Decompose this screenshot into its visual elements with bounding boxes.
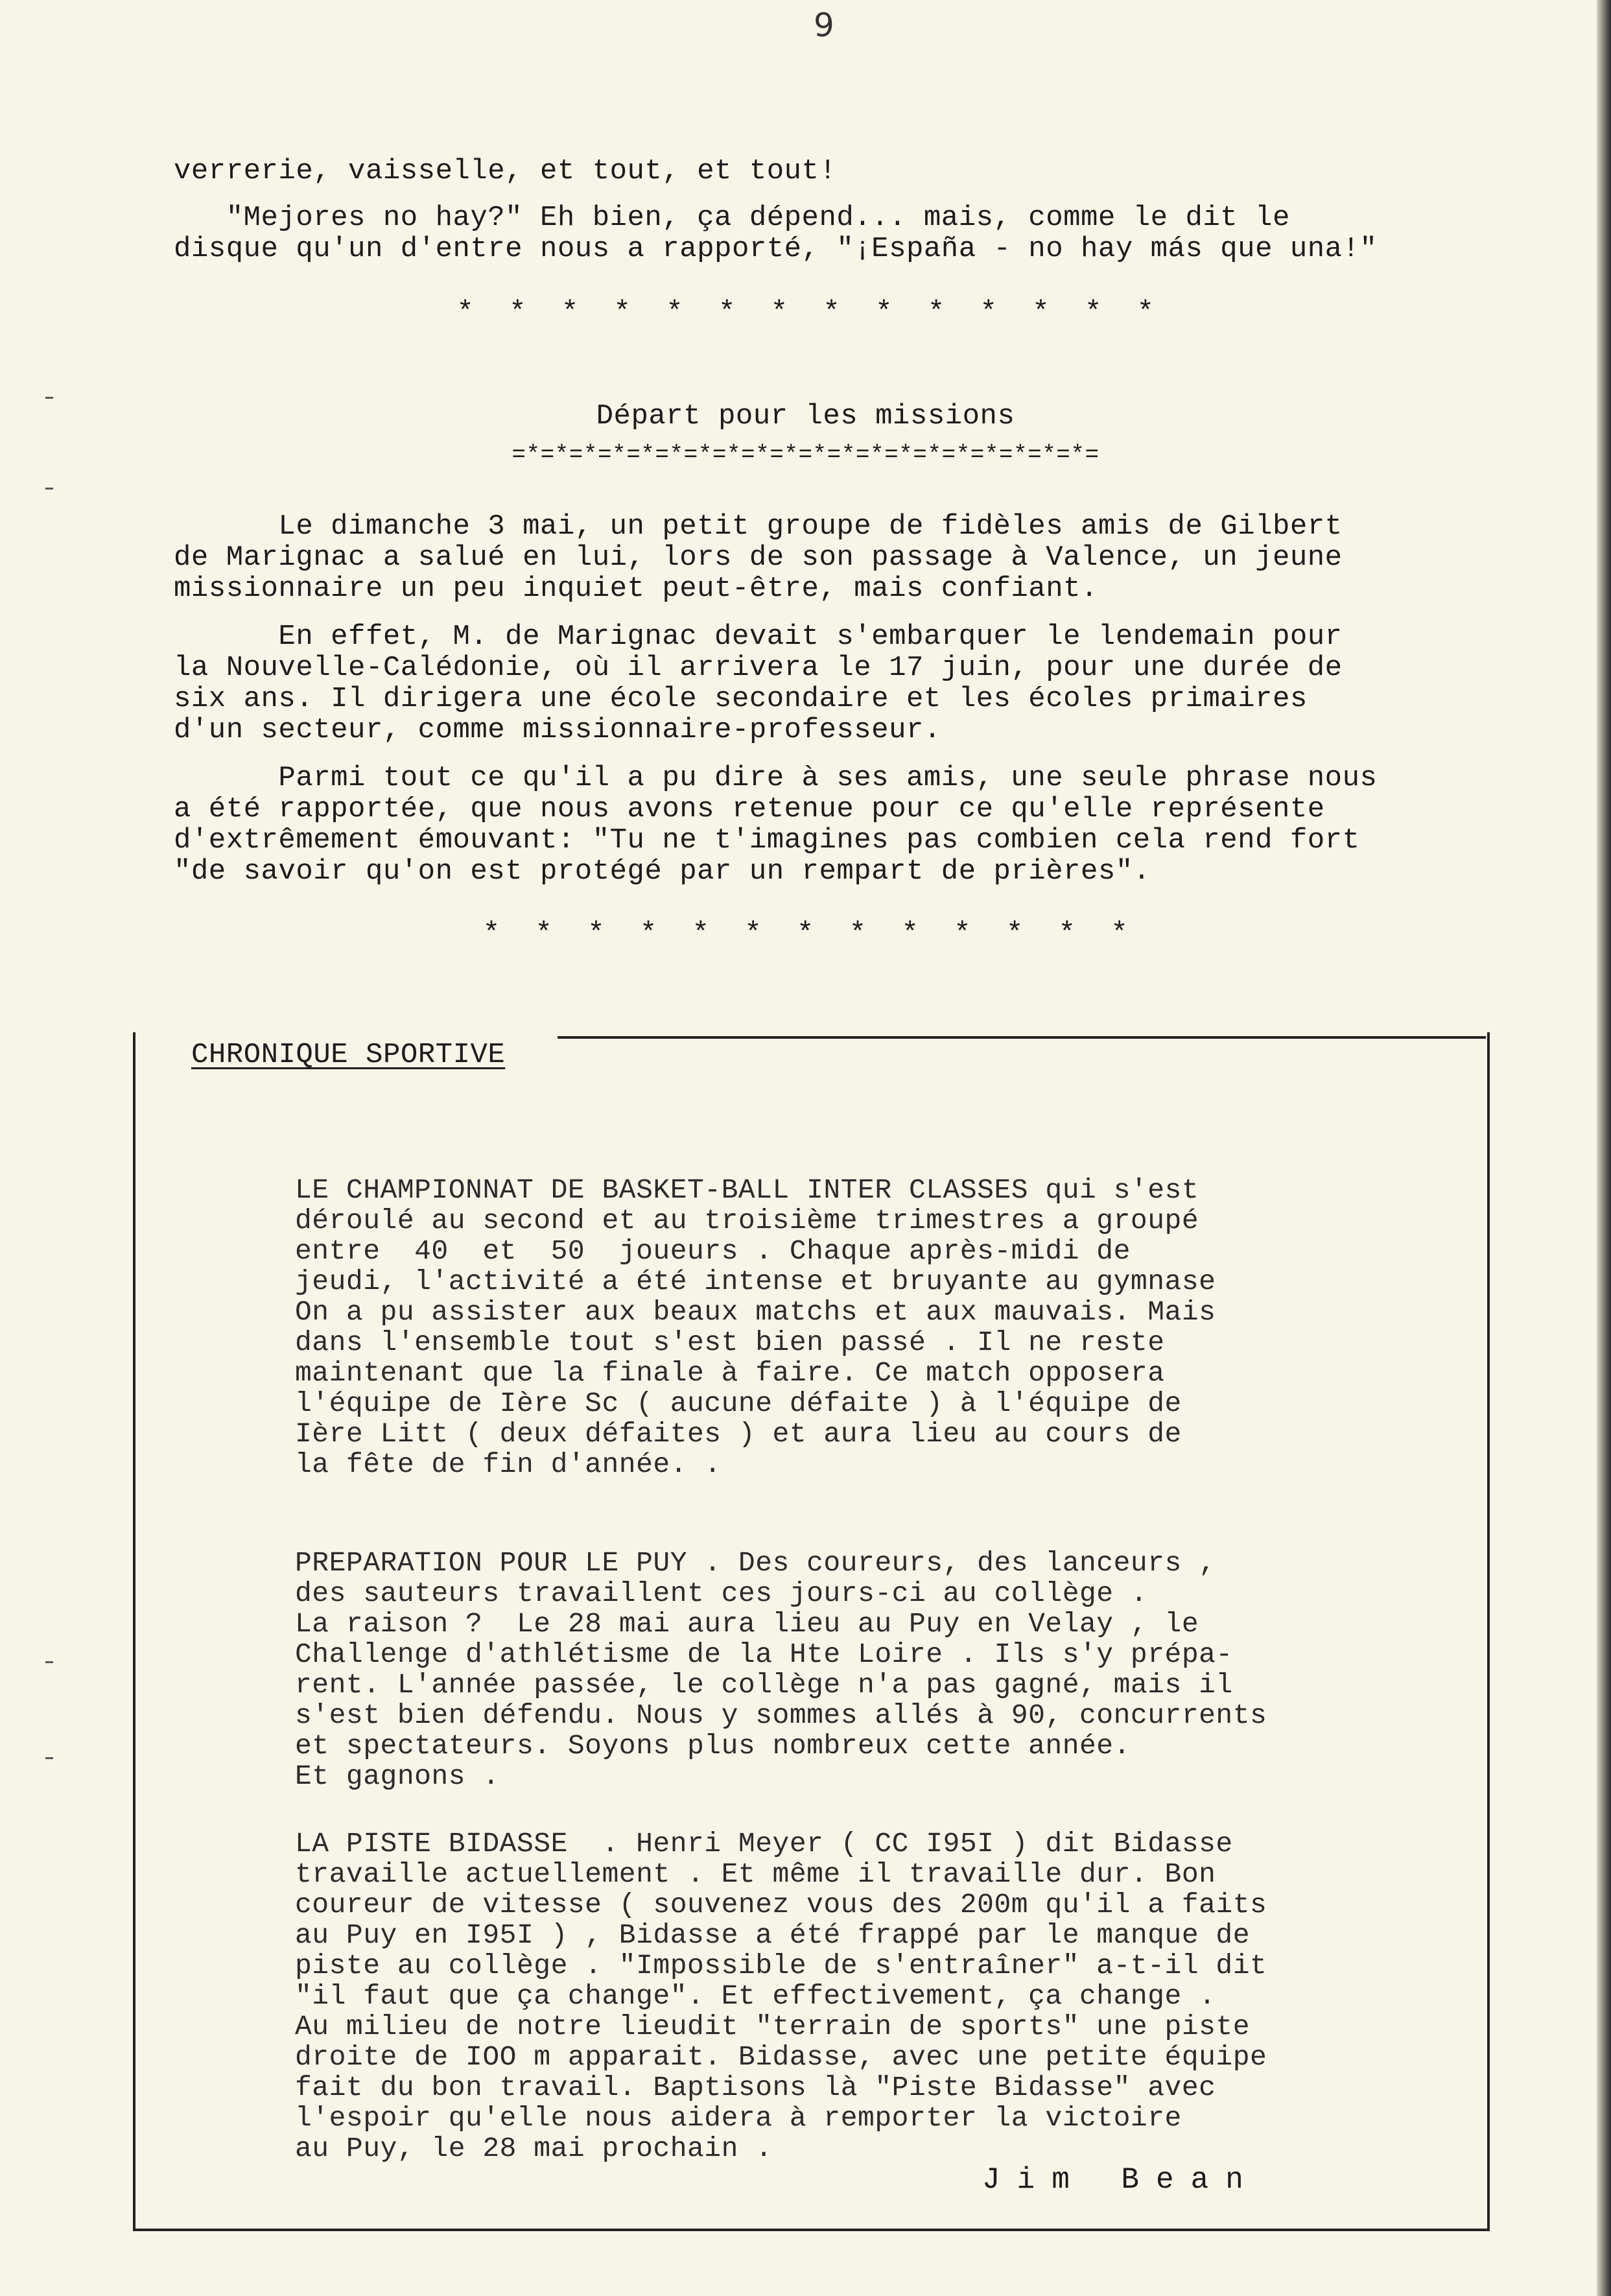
basket-line-8: l'équipe de Ière Sc ( aucune défaite ) à l'équipe de: [295, 1388, 1182, 1419]
star-separator: * * * * * * * * * * * * * *: [456, 296, 1155, 329]
puy-line-8: Et gagnons .: [295, 1760, 500, 1792]
margin-mark: [45, 397, 53, 399]
basket-line-6: dans l'ensemble tout s'est bien passé . Il ne reste: [295, 1327, 1165, 1358]
margin-mark: [45, 488, 53, 490]
piste-line-4: au Puy en I95I ) , Bidasse a été frappé par le manque de: [295, 1919, 1251, 1951]
piste-line-6: "il faut que ça change". Et effectivement, ça change .: [295, 1980, 1216, 2012]
piste-line-9: fait du bon travail. Baptisons là "Piste Bidasse" avec: [295, 2072, 1216, 2103]
puy-line-2: des sauteurs travaillent ces jours-ci au collège .: [295, 1578, 1148, 1609]
missions-p3-line-2: a été rapportée, que nous avons retenue pour ce qu'elle représente: [174, 793, 1325, 825]
basket-line-1: LE CHAMPIONNAT DE BASKET-BALL INTER CLASSES qui s'est: [295, 1174, 1199, 1206]
signature: Jim Bean: [982, 2163, 1260, 2197]
piste-line-2: travaille actuellement . Et même il travaille dur. Bon: [295, 1858, 1216, 1890]
spain-line-3: disque qu'un d'entre nous a rapporté, "¡España - no hay más que una!": [174, 233, 1378, 265]
star-separator-2: * * * * * * * * * * * * *: [482, 917, 1129, 950]
piste-line-10: l'espoir qu'elle nous aidera à remporter la victoire: [295, 2102, 1182, 2134]
basket-line-5: On a pu assister aux beaux matchs et aux mauvais. Mais: [295, 1296, 1216, 1328]
basket-line-4: jeudi, l'activité a été intense et bruyante au gymnase: [295, 1266, 1216, 1297]
basket-line-7: maintenant que la finale à faire. Ce match opposera: [295, 1357, 1165, 1389]
puy-line-7: et spectateurs. Soyons plus nombreux cette année.: [295, 1730, 1131, 1762]
basket-line-9: Ière Litt ( deux défaites ) et aura lieu au cours de: [295, 1418, 1182, 1450]
basket-line-10: la fête de fin d'année. .: [295, 1449, 722, 1480]
chronique-title: CHRONIQUE SPORTIVE: [191, 1039, 506, 1071]
spain-line-1: verrerie, vaisselle, et tout, et tout!: [174, 155, 837, 187]
missions-p2-line-4: d'un secteur, comme missionnaire-professeur.: [174, 714, 941, 746]
piste-line-1: LA PISTE BIDASSE . Henri Meyer ( CC I95I ) dit Bidasse: [295, 1828, 1233, 1860]
missions-title: Départ pour les missions: [596, 400, 1015, 432]
basket-line-3: entre 40 et 50 joueurs . Chaque après-midi de: [295, 1235, 1131, 1267]
missions-p2-line-3: six ans. Il dirigera une école secondaire et les écoles primaires: [174, 683, 1308, 715]
margin-mark: [45, 1661, 53, 1663]
page-edge-shadow: [1597, 0, 1611, 2296]
missions-p1-line-1: Le dimanche 3 mai, un petit groupe de fidèles amis de Gilbert: [174, 510, 1343, 543]
missions-p1-line-3: missionnaire un peu inquiet peut-être, mais confiant.: [174, 573, 1098, 605]
puy-line-5: rent. L'année passée, le collège n'a pas gagné, mais il: [295, 1669, 1233, 1701]
missions-p2-line-2: la Nouvelle-Calédonie, où il arrivera le 17 juin, pour une durée de: [174, 652, 1343, 684]
page-number: 9: [814, 6, 834, 44]
piste-line-5: piste au collège . "Impossible de s'entraîner" a-t-il dit: [295, 1950, 1267, 1982]
spain-line-2: "Mejores no hay?" Eh bien, ça dépend... mais, comme le dit le: [174, 202, 1290, 234]
missions-p3-line-1: Parmi tout ce qu'il a pu dire à ses amis, une seule phrase nous: [174, 762, 1378, 794]
missions-title-underline: =*=*=*=*=*=*=*=*=*=*=*=*=*=*=*=*=*=*=*=*=: [512, 442, 1099, 468]
piste-line-3: coureur de vitesse ( souvenez vous des 200m qu'il a faits: [295, 1889, 1267, 1921]
missions-p3-line-4: "de savoir qu'on est protégé par un rempart de prières".: [174, 855, 1151, 888]
chronique-box-top-rule: [558, 1036, 1486, 1039]
basket-line-2: déroulé au second et au troisième trimestres a groupé: [295, 1205, 1199, 1237]
missions-p2-line-1: En effet, M. de Marignac devait s'embarquer le lendemain pour: [174, 621, 1343, 653]
piste-line-8: droite de IOO m apparait. Bidasse, avec une petite équipe: [295, 2041, 1267, 2073]
puy-line-1: PREPARATION POUR LE PUY . Des coureurs, des lanceurs ,: [295, 1547, 1216, 1579]
piste-line-7: Au milieu de notre lieudit "terrain de sports" une piste: [295, 2011, 1251, 2042]
piste-line-11: au Puy, le 28 mai prochain .: [295, 2133, 773, 2164]
puy-line-4: Challenge d'athlétisme de la Hte Loire . Ils s'y prépa-: [295, 1639, 1233, 1670]
margin-mark: [45, 1757, 53, 1759]
missions-p3-line-3: d'extrêmement émouvant: "Tu ne t'imagines pas combien cela rend fort: [174, 824, 1360, 857]
missions-p1-line-2: de Marignac a salué en lui, lors de son passage à Valence, un jeune: [174, 541, 1343, 574]
puy-line-6: s'est bien défendu. Nous y sommes allés à 90, concurrents: [295, 1699, 1267, 1731]
puy-line-3: La raison ? Le 28 mai aura lieu au Puy en Velay , le: [295, 1608, 1199, 1640]
